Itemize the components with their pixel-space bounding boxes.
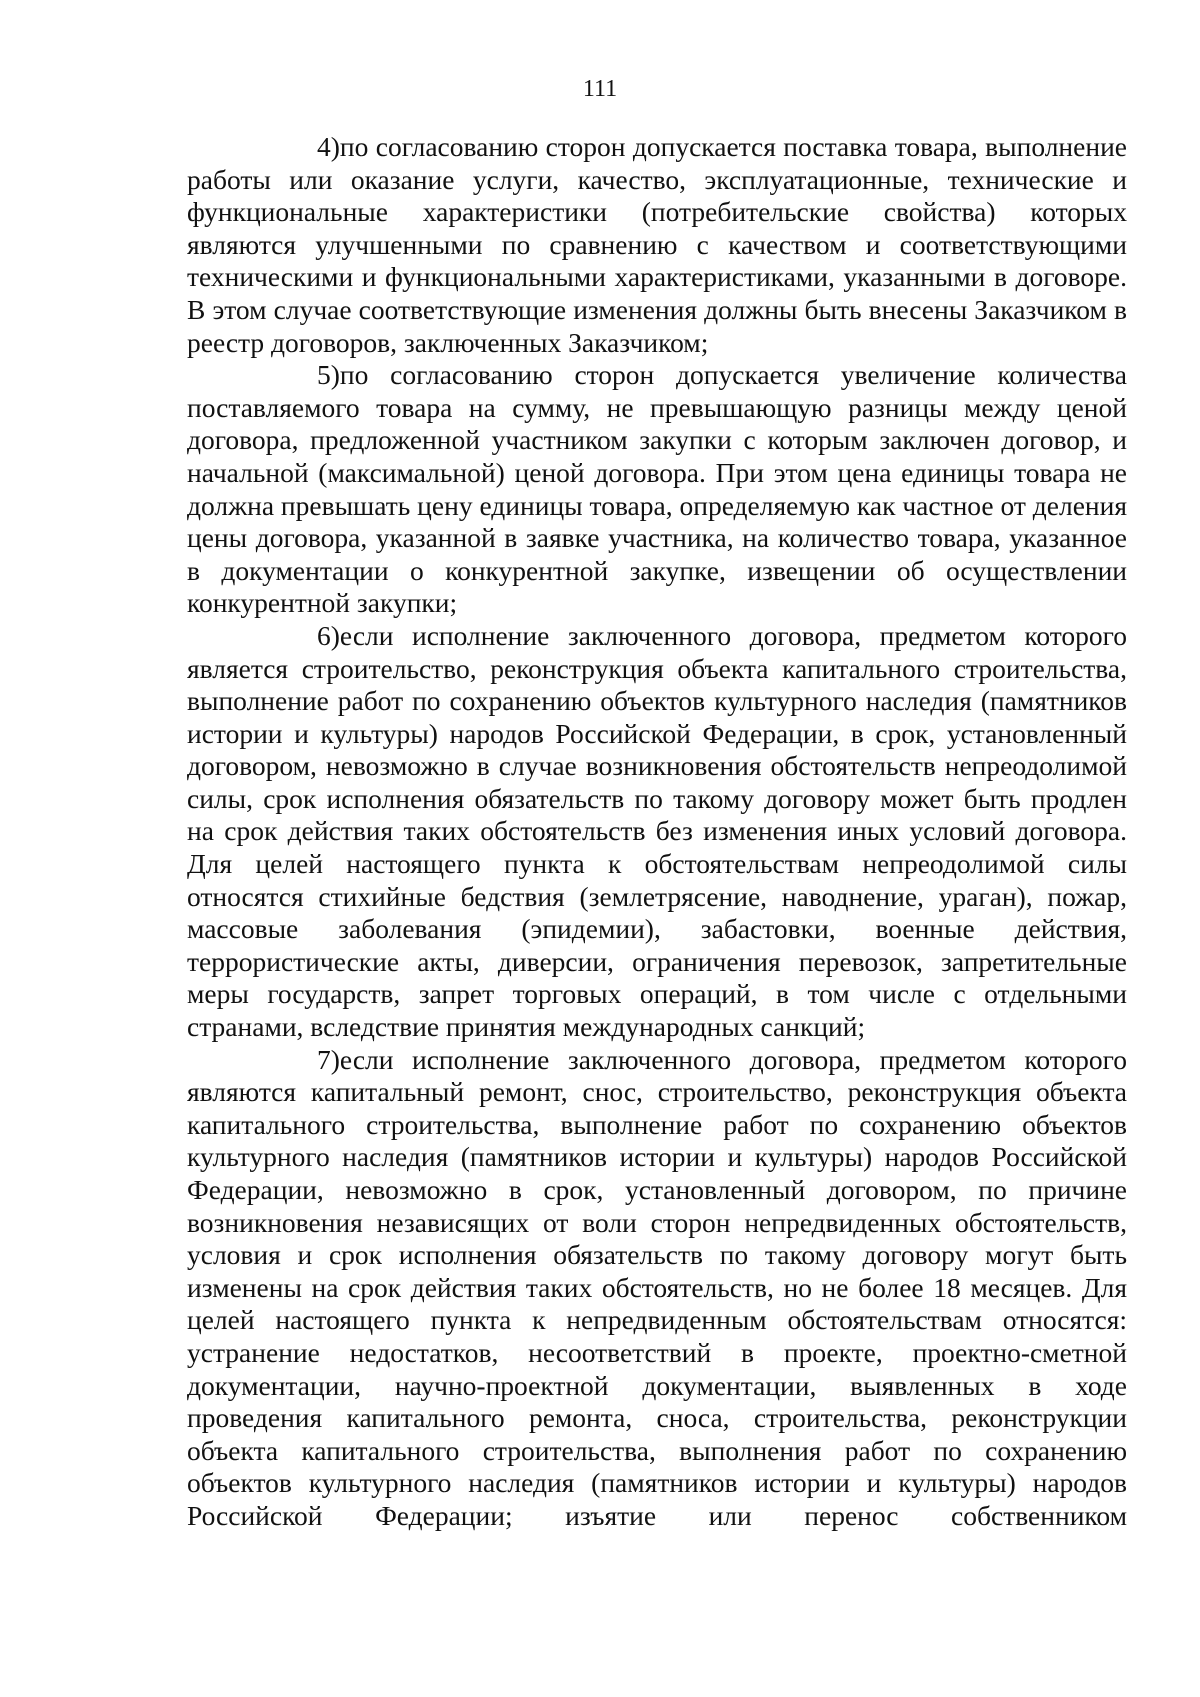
list-item-6	[187, 620, 1127, 1044]
item-text: если исполнение заключенного договора, предметом которого является строительство, реконструкция объекта капитального строительства, выполнение работ по сохранению объектов культурного наследия (памятников истории и культуры) народов Российской Федерации, в срок, установленный договором, невозможно в случае возникновения обстоятельств непреодолимой силы, срок исполнения обязательств по такому договору может быть продлен на срок действия таких обстоятельств без изменения иных условий договора. Для целей настоящего пункта к обстоятельствам непреодолимой силы относятся стихийные бедствия (землетрясение, наводнение, ураган), пожар, массовые заболевания (эпидемии), забастовки, военные действия, террористические акты, диверсии, ограничения перевозок, запретительные меры государств, запрет торговых операций, в том числе с отдельными странами, вследствие принятия международных санкций;	[187, 619, 1127, 1043]
item-number: 5)	[317, 359, 340, 391]
page-number: 111	[582, 76, 618, 102]
list-item-7	[187, 1044, 1127, 1533]
item-number: 4)	[317, 131, 340, 162]
list-item-4	[187, 131, 1127, 359]
item-text: по согласованию сторон допускается поставка товара, выполнение работы или оказание услуги, качество, эксплуатационные, технические и функциональные характеристики (потребительские свойства) которых являются улучшенными по сравнению с качеством и соответствующими техническими и функциональными характеристиками, указанными в договоре. В этом случае соответствующие изменения должны быть внесены Заказчиком в реестр договоров, заключенных Заказчиком;	[187, 131, 1127, 358]
item-text: если исполнение заключенного договора, предметом которого являются капитальный ремонт, снос, строительство, реконструкция объекта капитального строительства, выполнение работ по сохранению объектов культурного наследия (памятников истории и культуры) народов Российской Федерации, невозможно в срок, установленный договором, по причине возникновения независящих от воли сторон непредвиденных обстоятельств, условия и срок исполнения обязательств по такому договору могут быть изменены на срок действия таких обстоятельств, но не более 18 месяцев. Для целей настоящего пункта к непредвиденным обстоятельствам относятся: устранение недостатков, несоответствий в проекте, проектно-сметной документации, научно-проектной документации, выявленных в ходе проведения капитального ремонта, сноса, строительства, реконструкции объекта капитального строительства, выполнения работ по сохранению объектов культурного наследия (памятников истории и культуры) народов Российской Федерации; изъятие или перенос собственником	[187, 1043, 1127, 1531]
document-body	[187, 131, 1127, 1533]
item-number: 7)	[317, 1043, 340, 1075]
item-text: по согласованию сторон допускается увеличение количества поставляемого товара на сумму, не превышающую разницы между ценой договора, предложенной участником закупки с которым заключен договор, и начальной (максимальной) ценой договора. При этом цена единицы товара не должна превышать цену единицы товара, определяемую как частное от деления цены договора, указанной в заявке участника, на количество товара, указанное в документации о конкурентной закупке, извещении об осуществлении конкурентной закупки;	[187, 359, 1127, 619]
item-number: 6)	[317, 619, 340, 651]
list-item-5	[187, 359, 1127, 620]
